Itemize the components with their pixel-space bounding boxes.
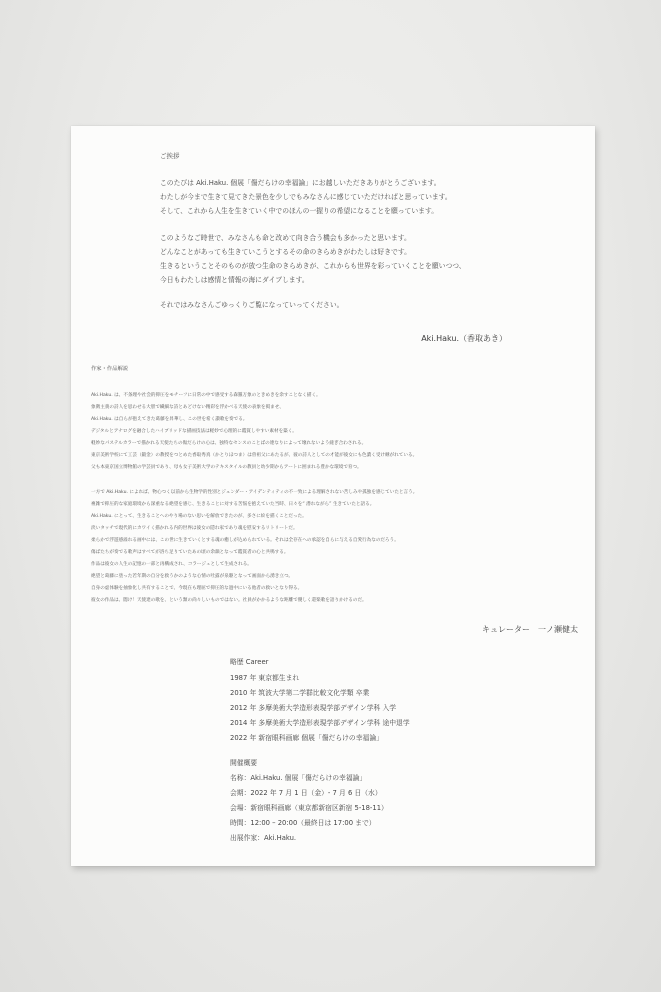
commentary-line: 父も本東京国立博物館の学芸員であり、母も女子美術大学のテキスタイルの教員と幼少期からアートに囲まれる豊かな環境で育つ。: [91, 465, 362, 470]
exhibition-item: 時間：12:00 – 20:00（最終日は 17:00 まで）: [230, 819, 376, 827]
commentary-heading: 作家・作品解説: [91, 366, 129, 372]
commentary-line: 作品は彼女の人生の記憶の一部と再構成され、コラージュとして生成される。: [91, 562, 252, 567]
commentary-line: Aki.Haku. は自らが抱えてきた葛藤を昇華し、この世を希く讃歌を奏でる。: [91, 417, 248, 422]
commentary-line: 淡いタッチで現代的にカワイく描かれる内的世界は彼女の隠れ家であり魂を慰安するリトリートだ。: [91, 526, 298, 531]
commentary-line: 自身の虚体験を抽象化し共有することで、今現在も理屈で抑圧的な過中にいる他者の救いとなり得る。: [91, 586, 303, 591]
exhibition-item: 会期：2022 年 7 月 1 日（金）- 7 月 6 日（水）: [230, 789, 382, 797]
commentary-line: 一方で Aki.Haku. によれば、物心つく以前から生物学的性別とジェンダー・アイデンティティの不一致による理解されない苦しみや孤独を感じていたと言う。: [91, 490, 418, 495]
career-item: 2022 年 新宿眼科画廊 個展「傷だらけの幸福論」: [230, 734, 383, 742]
commentary-line: Aki.Haku. は、不条理や社会的抑圧をモチーフに日常の中で感受する森羅万象のときめきを余すことなく描く。: [91, 393, 321, 398]
artist-signature: Aki.Haku.（香取あき）: [421, 334, 507, 343]
commentary-line: デジタルとアナログを融合したハイブリッドな描画技法は軽妙で心理的に鑑賞しやすい素材を築く。: [91, 429, 297, 434]
career-item: 1987 年 東京都生まれ: [230, 674, 300, 682]
exhibition-item: 名称：Aki.Haku. 個展「傷だらけの幸福論」: [230, 774, 367, 782]
greeting-line: 生きるということそのものが放つ生命のきらめきが、これからも世界を彩っていくことを願いつつ、: [160, 262, 466, 270]
commentary-line: 複雑で抑圧的な家庭環境から深重なる絶望を感じ、生きることに対する苦悩を抱えていた当時、日々を“ 潜れながら” 生きていたと語る。: [91, 502, 375, 507]
greeting-line: このたびは Aki.Haku. 個展「傷だらけの幸福論」にお越しいただきありがとうございます。: [160, 179, 441, 187]
commentary-line: 傷ばたちが奏でる歌声はすべてが洛ち足りていたあの頃の余韻となって鑑賞者の心と共鳴する。: [91, 550, 289, 555]
commentary-line: 彼女の作品は、闇け！天使達の歌を、という類の尚々しいものではない。社員がかかるような距離で優しく還楽歌を語りかけるのだ。: [91, 598, 367, 603]
curator-signature: キュレーター 一ノ瀬健太: [482, 625, 578, 634]
exhibition-item: 出展作家：Aki.Haku.: [230, 834, 297, 842]
commentary-line: 軽妙なパステルカラーで描かれる天使たちの傷だらけの心は、独特なセンスのことばの連なりによって壊れないよう縫ぎ合わされる。: [91, 441, 367, 446]
greeting-line: わたしが今まで生きて見てきた景色を少しでもみなさんに感じていただければと思っています。: [160, 193, 452, 201]
career-item: 2010 年 筑波大学第二学群比較文化学類 卒業: [230, 689, 370, 697]
greeting-line: どんなことがあっても生きていこうとするその命のきらめきがわたしは好きです。: [160, 248, 411, 256]
commentary-line: 東京美術学校にて工芸（鍛金）の教授をつとめた香取秀真（かとりほつま）は曽祖父にあたるが、彼の詩人としての才能が彼女にも色濃く受け継がれている。: [91, 453, 418, 458]
career-item: 2014 年 多摩美術大学造形表現学部デザイン学科 途中退学: [230, 719, 410, 727]
exhibition-item: 会場：新宿眼科画廊（東京都新宿区新宿 5-18-11）: [230, 804, 388, 812]
commentary-line: Aki.Haku. にとって、生きることへのやり場のない思いを解放できたのが、多さに絵を描くことだった。: [91, 514, 307, 519]
greeting-line: このようなご時世で、みなさんも命と改めて向き合う機会も多かったと思います。: [160, 234, 411, 242]
commentary-line: 象徴主義の詩人を思わせる大胆で繊細な詩とあどけない精彩を浮かべる天使の表象を掲ませ、: [91, 405, 284, 410]
exhibition-statement-panel: [71, 126, 595, 866]
exhibition-heading: 開催概要: [230, 759, 258, 767]
greeting-heading: ご挨拶: [160, 152, 180, 160]
commentary-line: 絶望と葛藤に塗った若年期の自分を救うかのような心情の吐露が泉駆となって画面から湧き立つ。: [91, 574, 293, 579]
greeting-line: そして、これから人生を生きていく中でのほんの一握りの希望になることを願っています。: [160, 207, 438, 215]
greeting-line: それではみなさんごゆっくりご覧になっていってください。: [160, 301, 344, 309]
career-item: 2012 年 多摩美術大学造形表現学部デザイン学科 入学: [230, 704, 397, 712]
greeting-line: 今日もわたしは感情と情報の海にダイブします。: [160, 276, 309, 284]
commentary-line: 柔らかで浮遊感溢れる画中には、この世に生きていくとする魂の癒しが込められている。それは全存在への承認を自らに与える自愛行為なのだろう。: [91, 538, 399, 543]
career-heading: 略歴 Career: [230, 658, 269, 666]
